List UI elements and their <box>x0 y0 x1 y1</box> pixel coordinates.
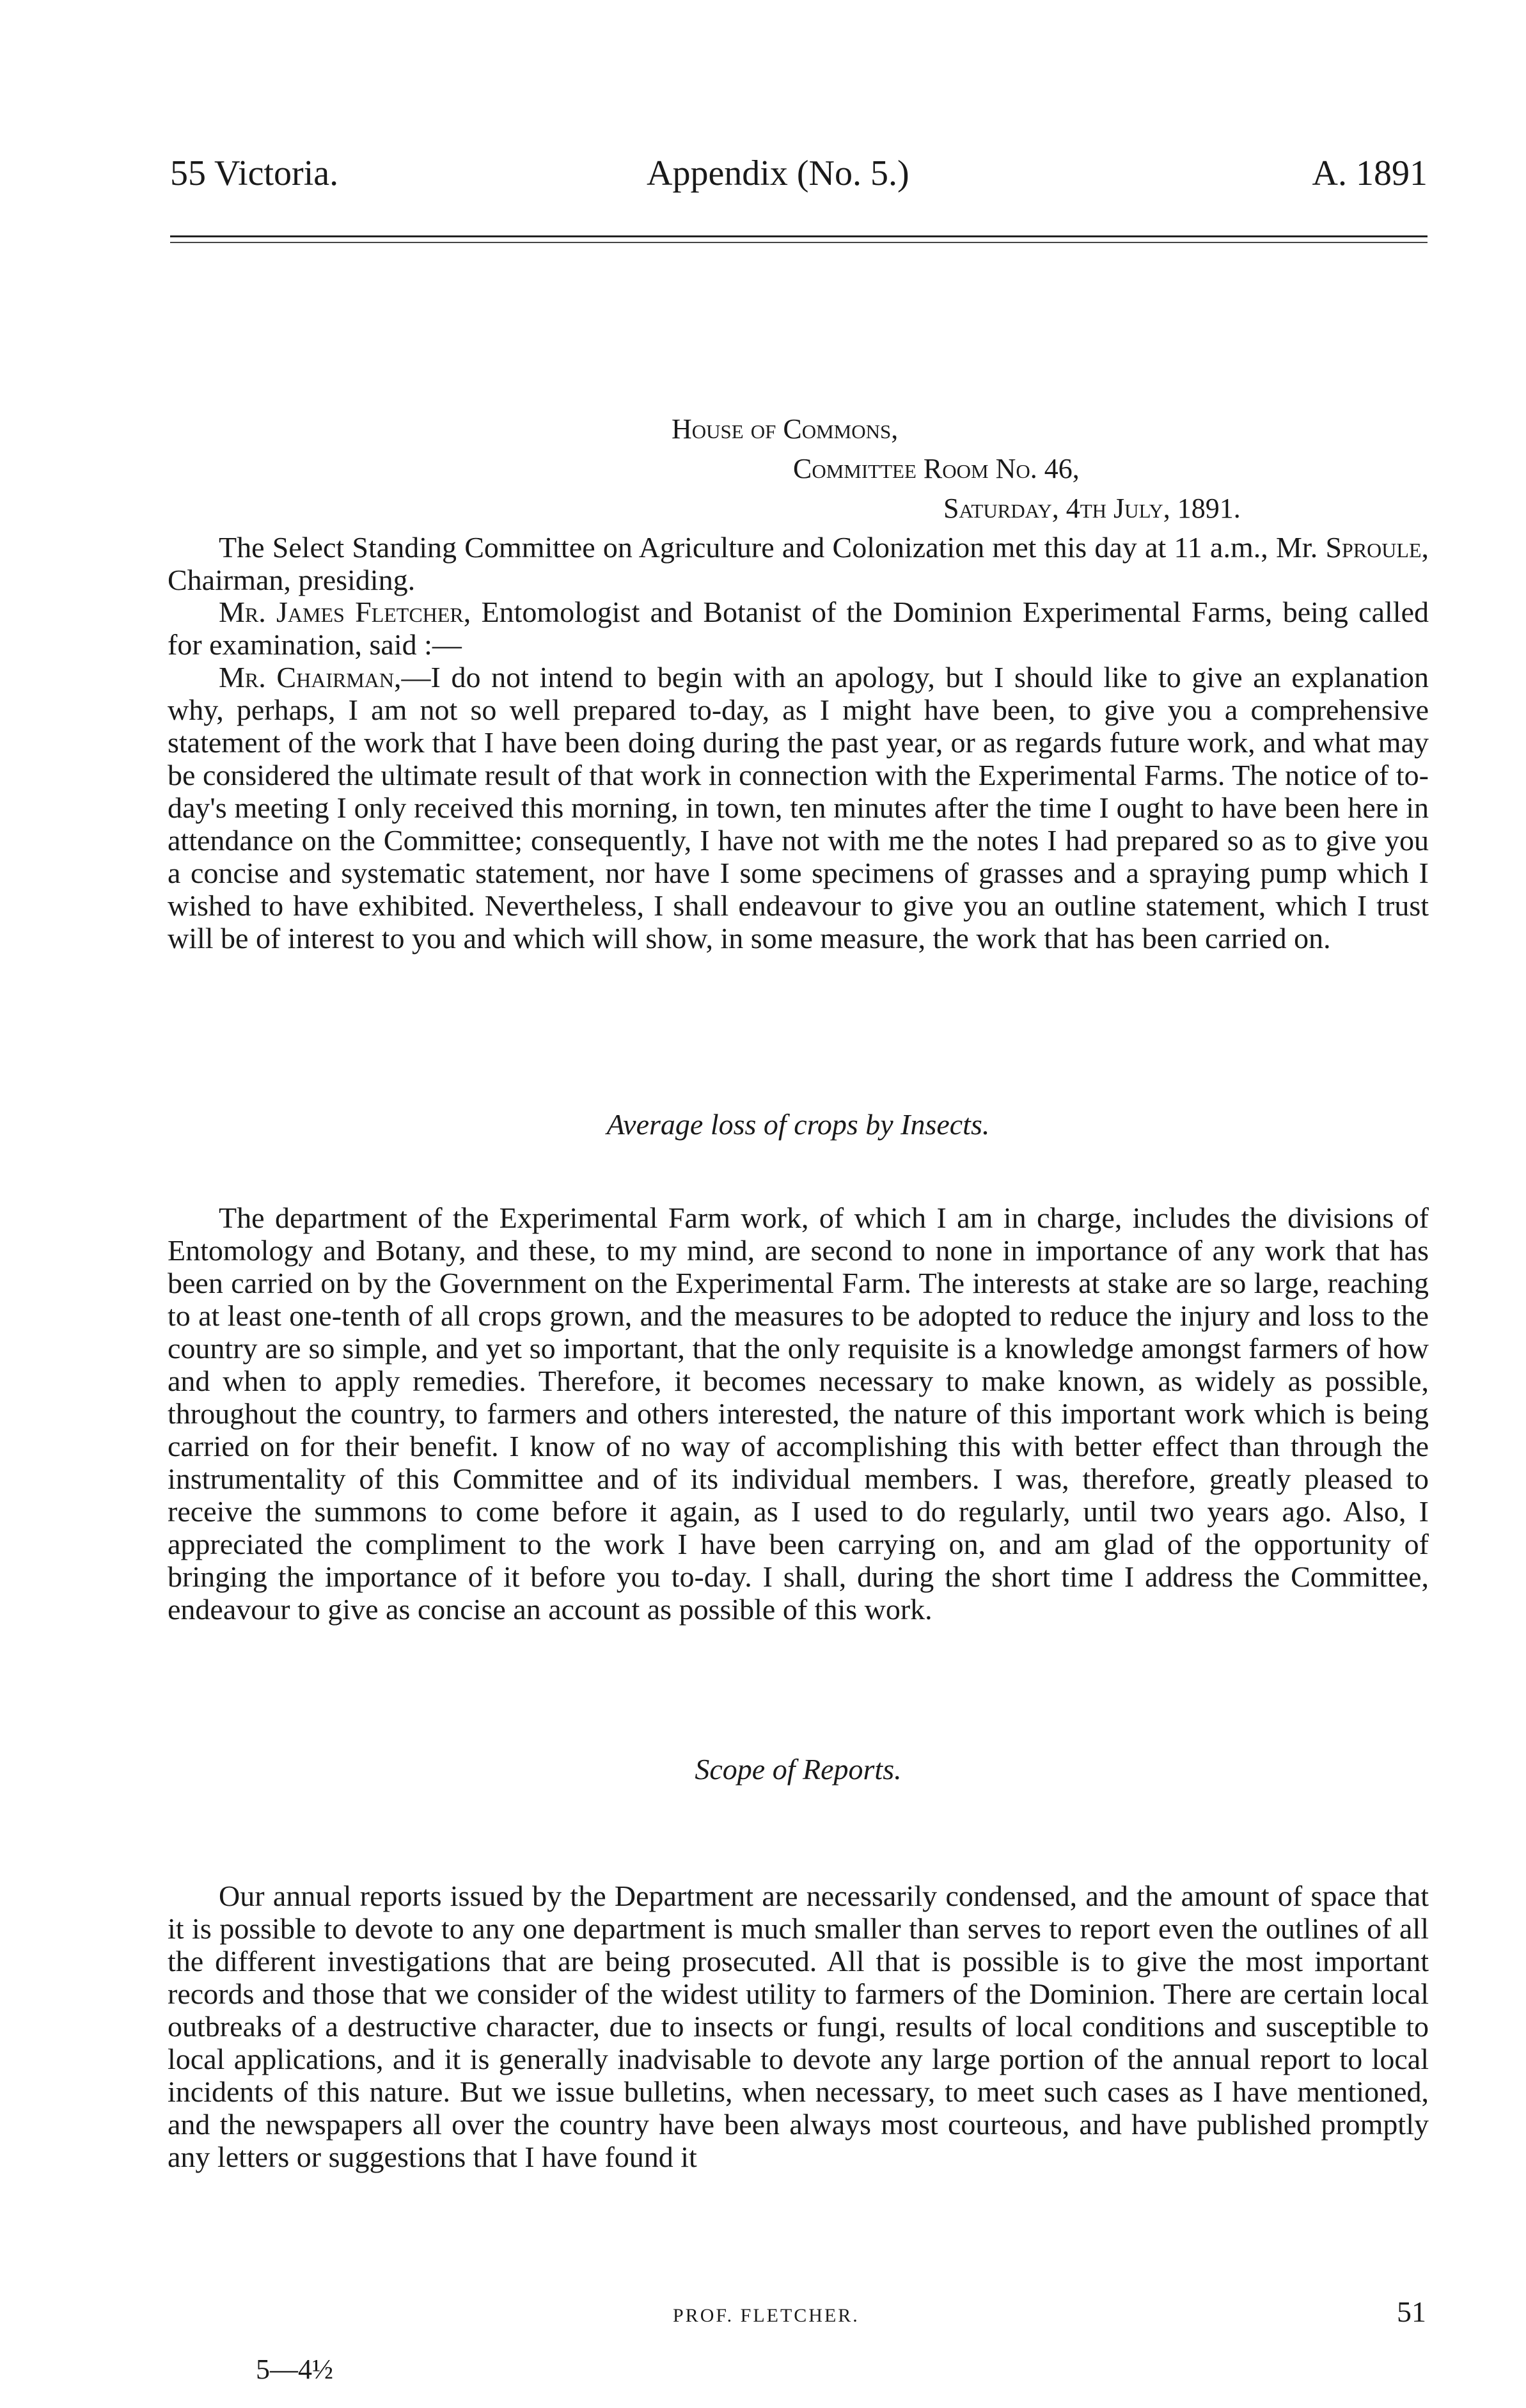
subheading-average-loss: Average loss of crops by Insects. <box>606 1108 990 1141</box>
paragraph-annual-reports: Our annual reports issued by the Department are necessarily condensed, and the amount of space that it is possible to devote to any one department is much smaller than serves to report even the outlines of all the different investigations that are being prosecuted. All that is possible is to give the most important records and those that we consider of the widest utility to farmers of the Dominion. There are certain local outbreaks of a destructive character, due to insects or fungi, results of local conditions and susceptible to local applications, and it is generally inadvisable to devote any large portion of the annual report to local incidents of this nature. But we issue bulletins, when necessary, to meet such cases as I have mentioned, and the newspapers all over the country have been always most courteous, and have published promptly any letters or suggestions that I have found it <box>168 1880 1429 2173</box>
header-appendix: Appendix (No. 5.) <box>647 154 909 193</box>
paragraph-witness: Mr. James Fletcher, Entomologist and Botanist of the Dominion Experimental Farms, being called for examination, said :— <box>168 596 1429 661</box>
header-year: A. 1891 <box>1312 154 1428 193</box>
paragraph-opening-statement: Mr. Chairman,—I do not intend to begin with an apology, but I should like to give an explanation why, perhaps, I am not so well prepared to-day, as I might have been, to give you a comprehensive statement of the work that I have been doing during the past year, or as regards future work, and what may be considered the ultimate result of that work in connection with the Experimental Farms. The notice of to-day's meeting I only received this morning, in town, ten minutes after the time I ought to have been here in attendance on the Committee; consequently, I have not with me the notes I had prepared so as to give you a concise and systematic statement, nor have I some specimens of grasses and a spraying pump which I wished to have exhibited. Nevertheless, I shall endeavour to give you an outline statement, which I trust will be of interest to you and which will show, in some measure, the work that has been carried on. <box>168 661 1429 954</box>
header-rule-top <box>170 235 1428 237</box>
paragraph-department: The department of the Experimental Farm work, of which I am in charge, includes the divisions of Entomology and Botany, and these, to my mind, are second to none in importance of any work that has been carried on by the Government on the Experimental Farm. The interests at stake are so large, reaching to at least one-tenth of all crops grown, and the measures to be adopted to reduce the injury and loss to the country are so simple, and yet so important, that the only requisite is a knowledge amongst farmers of how and when to apply remedies. Therefore, it becomes necessary to make known, as widely as possible, throughout the country, to farmers and others interested, the nature of this important work which is being carried on for their benefit. I know of no way of accomplishing this with better effect than through the instrumentality of this Committee and of its individual members. I was, therefore, greatly pleased to receive the summons to come before it again, as I used to do regularly, until two years ago. Also, I appreciated the compliment to the work I have been carrying on, and am glad of the opportunity of bringing the importance of it before you to-day. I shall, during the short time I address the Committee, endeavour to give as concise an account as possible of this work. <box>168 1201 1429 1626</box>
heading-committee-room: Committee Room No. 46, <box>793 453 1080 484</box>
paragraph-meeting: The Select Standing Committee on Agriculture and Colonization met this day at 11 a.m., Mr. Sproule, Chairman, presiding. <box>168 531 1429 596</box>
subheading-scope-of-reports: Scope of Reports. <box>695 1753 902 1786</box>
signature-mark: 5—4½ <box>256 2354 333 2385</box>
heading-house: House of Commons, <box>672 413 899 445</box>
footer-speaker-name: PROF. FLETCHER. <box>673 2305 860 2326</box>
page-number: 51 <box>1397 2295 1426 2328</box>
header-session: 55 Victoria. <box>170 154 339 193</box>
heading-date: Saturday, 4th July, 1891. <box>943 493 1241 524</box>
running-header <box>170 151 1428 196</box>
header-rule-bottom <box>170 242 1428 243</box>
